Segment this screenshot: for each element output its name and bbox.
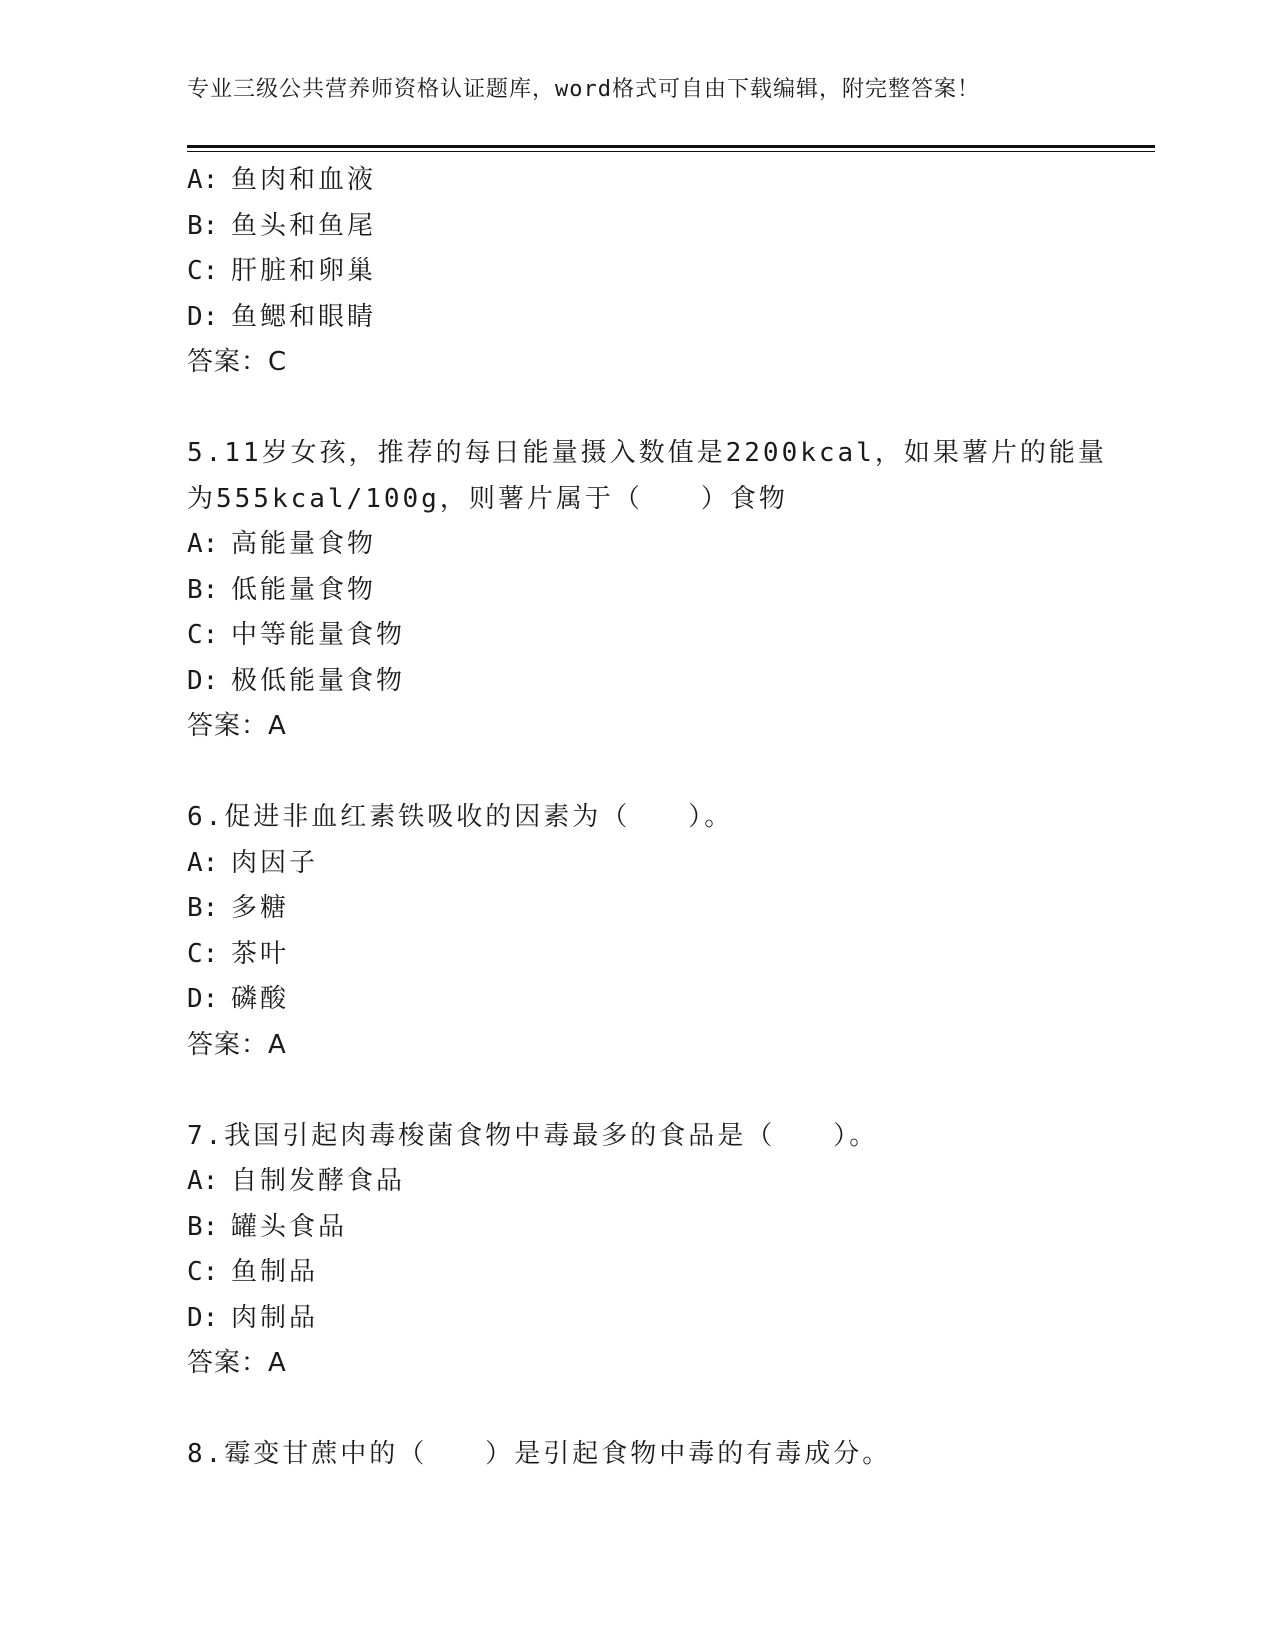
question-stem: 5.11岁女孩，推荐的每日能量摄入数值是2200kcal，如果薯片的能量: [187, 438, 1107, 468]
option-b: [187, 568, 1155, 614]
option-label: C:: [187, 620, 219, 650]
option-label: B:: [187, 574, 219, 605]
question-8: [187, 1432, 1155, 1478]
option-text: 磷酸: [231, 984, 290, 1014]
option-label: D:: [187, 301, 219, 332]
answer: 答案：A: [187, 1029, 287, 1060]
option-label: B:: [187, 210, 219, 241]
answer: 答案：C: [187, 347, 288, 377]
option-label: A:: [187, 165, 219, 195]
option-d: [187, 295, 1155, 341]
option-b: [187, 886, 1155, 932]
option-d: [187, 659, 1155, 705]
option-label: D:: [187, 984, 219, 1014]
option-text: 高能量食物: [231, 529, 377, 559]
option-a: [187, 1159, 1155, 1205]
option-text: 鱼头和鱼尾: [231, 210, 377, 241]
option-text: 极低能量食物: [231, 665, 406, 696]
question-stem-continued: 为555kcal/100g，则薯片属于（ ）食物: [187, 483, 788, 514]
question-4: [187, 158, 1155, 386]
option-text: 茶叶: [231, 938, 290, 969]
option-text: 多糖: [231, 893, 290, 923]
answer: 答案：A: [187, 711, 287, 741]
option-text: 肉制品: [231, 1302, 319, 1333]
option-text: 鱼制品: [231, 1257, 319, 1287]
answer: 答案：A: [187, 1348, 287, 1378]
question-stem: 6.促进非血红素铁吸收的因素为（ ）。: [187, 802, 734, 832]
question-list: [187, 158, 1155, 1478]
option-text: 中等能量食物: [231, 620, 406, 650]
option-label: C:: [187, 1257, 219, 1287]
header-rule-thin: [187, 151, 1155, 152]
option-d: [187, 977, 1155, 1023]
question-5: [187, 431, 1155, 750]
option-label: A:: [187, 847, 219, 878]
option-text: 自制发酵食品: [231, 1166, 406, 1196]
option-c: [187, 1250, 1155, 1296]
option-a: [187, 158, 1155, 204]
option-text: 低能量食物: [231, 574, 377, 605]
option-a: [187, 841, 1155, 887]
option-text: 肉因子: [231, 847, 319, 878]
option-label: A:: [187, 1166, 219, 1196]
question-6: [187, 795, 1155, 1068]
option-b: [187, 1205, 1155, 1251]
page-header: 专业三级公共营养师资格认证题库，word格式可自由下载编辑，附完整答案！: [187, 77, 980, 102]
question-stem: 8.霉变甘蔗中的（ ）是引起食物中毒的有毒成分。: [187, 1439, 892, 1469]
option-text: 肝脏和卵巢: [231, 256, 377, 286]
header-rule-thick: [187, 145, 1155, 148]
question-stem: 7.我国引起肉毒梭菌食物中毒最多的食品是（ ）。: [187, 1120, 879, 1151]
option-d: [187, 1296, 1155, 1342]
option-text: 鱼肉和血液: [231, 165, 377, 195]
option-label: D:: [187, 1302, 219, 1333]
option-label: A:: [187, 529, 219, 559]
option-text: 罐头食品: [231, 1211, 348, 1242]
option-b: [187, 204, 1155, 250]
option-label: D:: [187, 665, 219, 696]
option-text: 鱼鳃和眼睛: [231, 301, 377, 332]
option-c: [187, 613, 1155, 659]
question-7: [187, 1114, 1155, 1387]
option-label: C:: [187, 256, 219, 286]
option-label: B:: [187, 893, 219, 923]
option-a: [187, 522, 1155, 568]
option-c: [187, 932, 1155, 978]
option-label: C:: [187, 938, 219, 969]
option-c: [187, 249, 1155, 295]
option-label: B:: [187, 1211, 219, 1242]
